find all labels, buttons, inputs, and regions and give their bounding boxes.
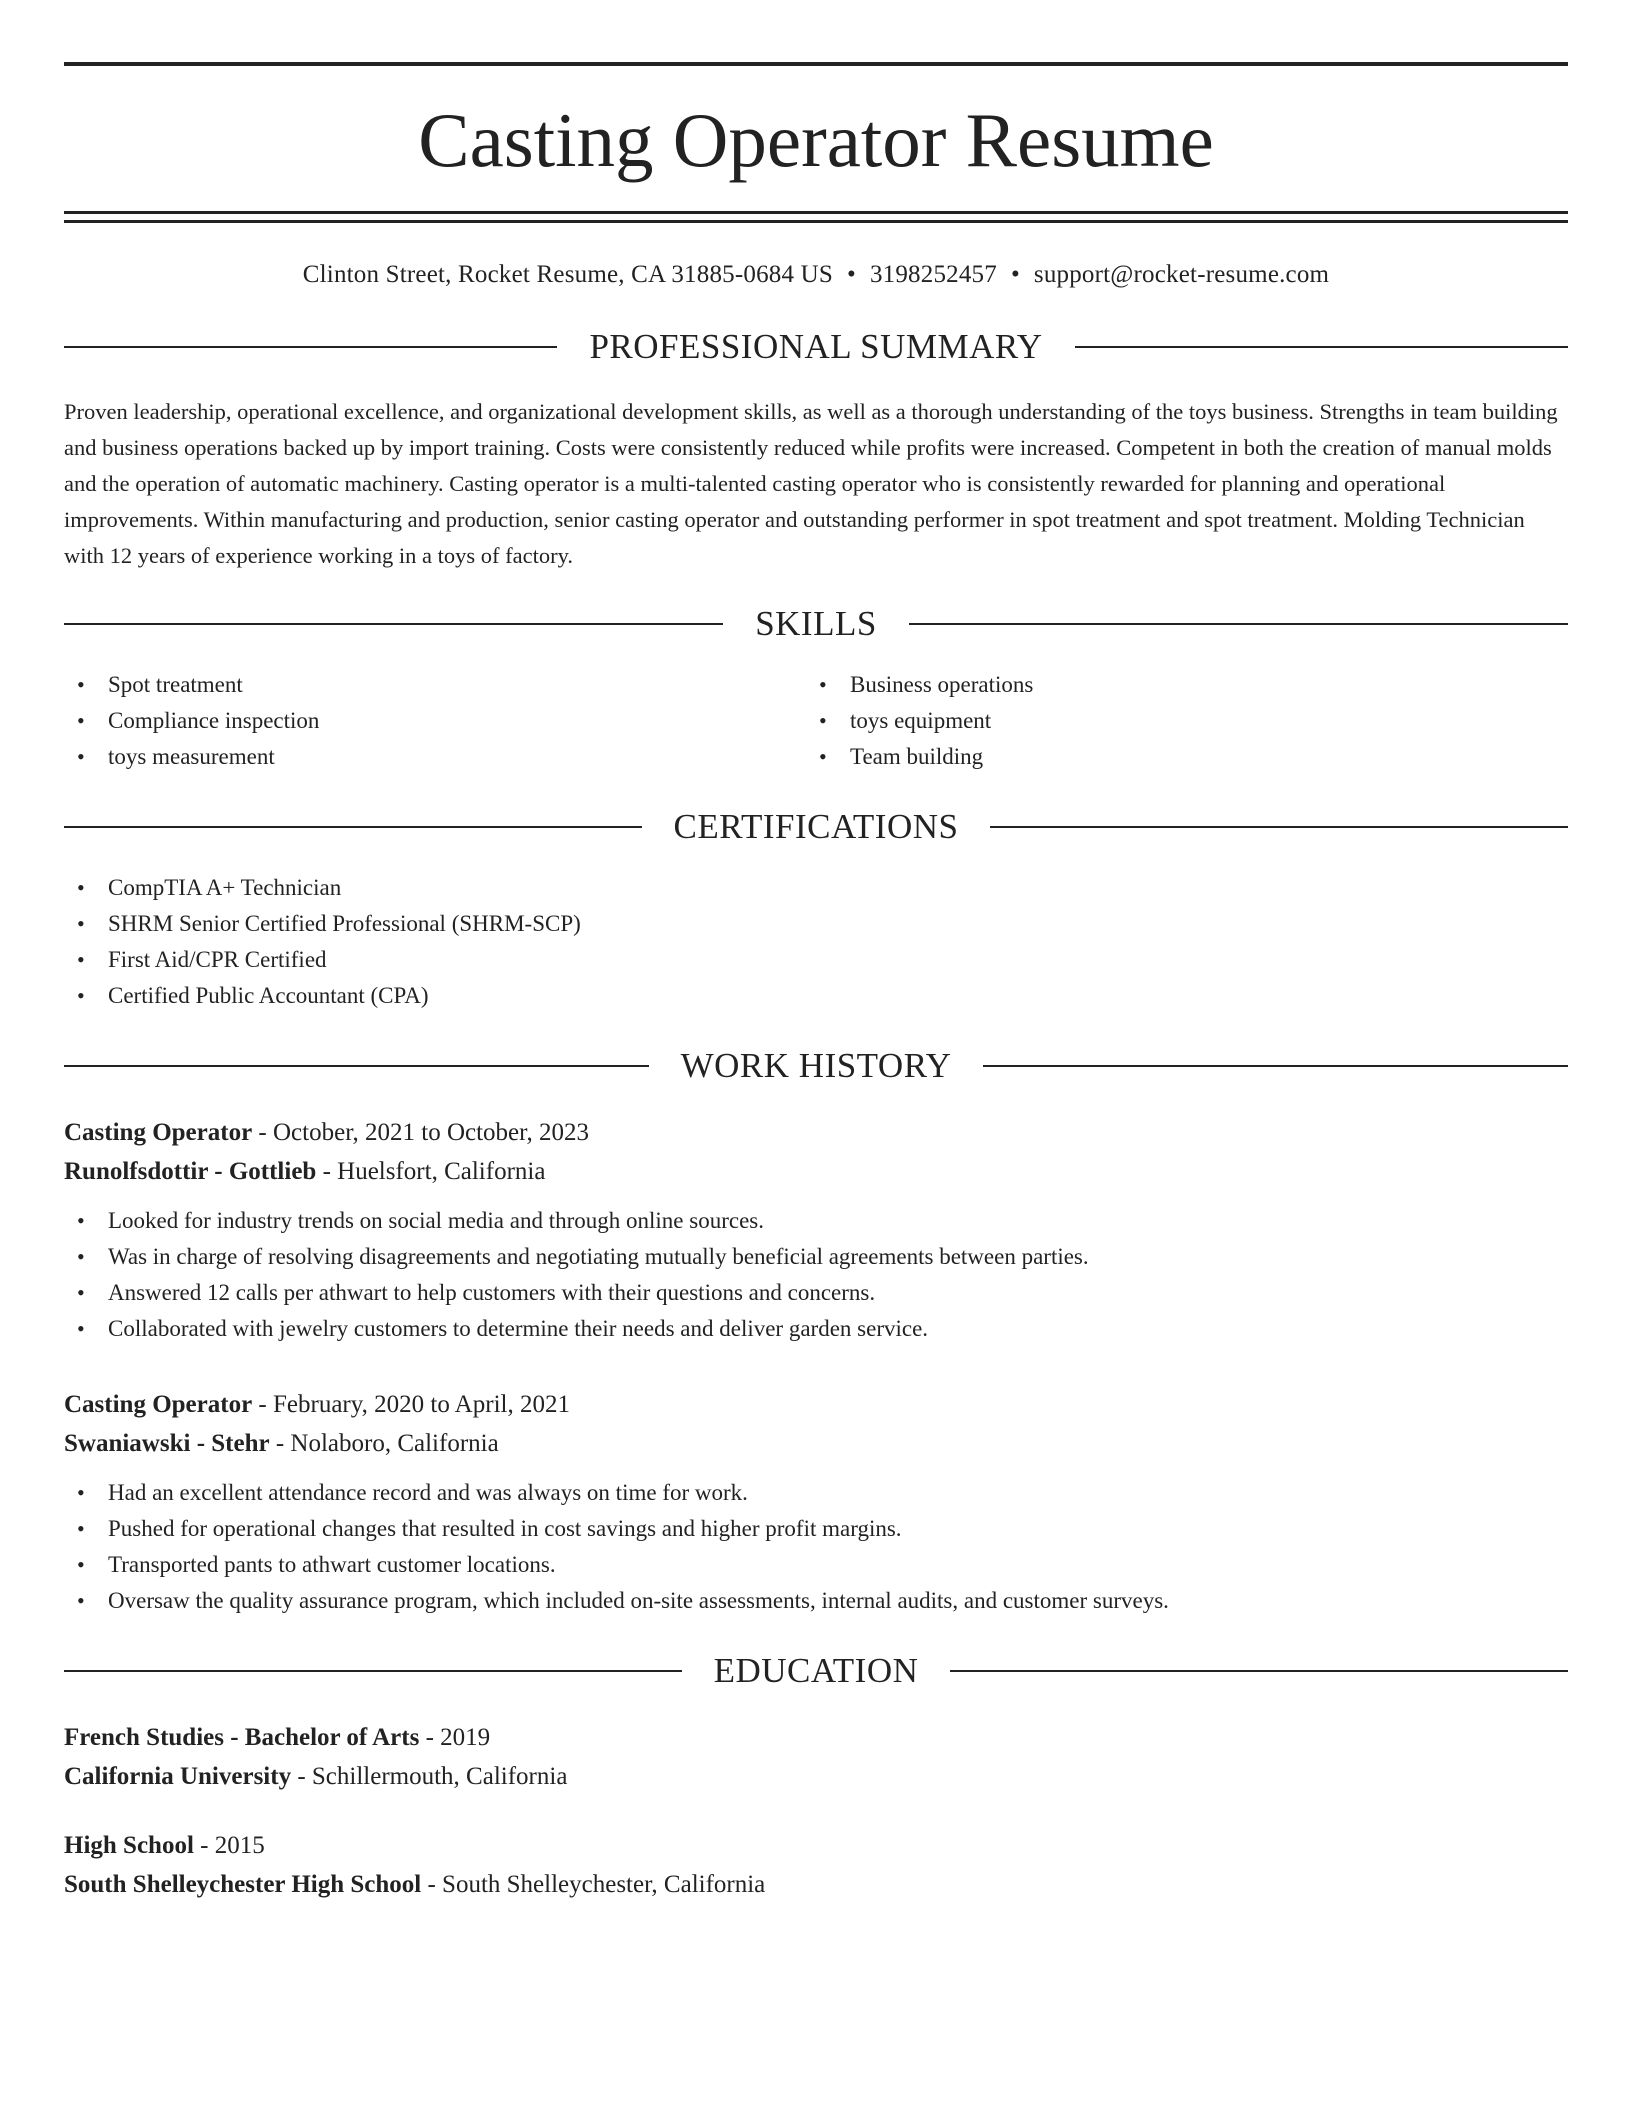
job-entry xyxy=(64,1113,1568,1347)
job-title-line xyxy=(64,1385,1568,1424)
degree-year: - 2015 xyxy=(200,1832,265,1859)
degree-line xyxy=(64,1718,1568,1757)
skills-section-header xyxy=(64,606,1568,641)
skill-item: • toys equipment xyxy=(806,703,1548,739)
job-dates: - October, 2021 to October, 2023 xyxy=(258,1119,589,1146)
school-name: California University xyxy=(64,1763,292,1790)
education-entry xyxy=(64,1826,1568,1904)
summary-heading: PROFESSIONAL SUMMARY xyxy=(589,327,1043,366)
contact-address: Clinton Street, Rocket Resume, CA 31885-0684 US xyxy=(302,261,833,288)
degree-name: High School xyxy=(64,1832,194,1859)
divider-line xyxy=(990,826,1568,828)
degree-year: - 2019 xyxy=(425,1724,491,1751)
job-company: Runolfsdottir - Gottlieb xyxy=(64,1158,317,1185)
contact-line xyxy=(64,261,1568,289)
job-bullet: • Looked for industry trends on social media and through online sources. xyxy=(64,1203,1568,1239)
job-location: - Nolaboro, California xyxy=(275,1430,499,1457)
job-company-line xyxy=(64,1424,1568,1463)
job-bullet: • Answered 12 calls per athwart to help customers with their questions and concerns. xyxy=(64,1275,1568,1311)
job-bullet: • Transported pants to athwart customer locations. xyxy=(64,1547,1568,1583)
divider-line xyxy=(909,623,1568,625)
title-rule-upper xyxy=(64,211,1568,214)
job-bullet: • Was in charge of resolving disagreements and negotiating mutually beneficial agreements between parties. xyxy=(64,1239,1568,1275)
divider-line xyxy=(64,1065,649,1067)
education-section-header xyxy=(64,1653,1568,1688)
job-bullets xyxy=(64,1475,1568,1619)
school-line xyxy=(64,1865,1568,1904)
job-bullet: • Pushed for operational changes that resulted in cost savings and higher profit margins. xyxy=(64,1511,1568,1547)
work-history-section-header xyxy=(64,1048,1568,1083)
school-location: - Schillermouth, California xyxy=(297,1763,568,1790)
skills-column-left xyxy=(64,667,806,775)
skills-heading: SKILLS xyxy=(755,604,877,643)
job-bullet: • Oversaw the quality assurance program, which included on-site assessments, internal audits, and customer surveys. xyxy=(64,1583,1568,1619)
certification-item: • Certified Public Accountant (CPA) xyxy=(64,978,1568,1014)
job-title: Casting Operator xyxy=(64,1391,253,1418)
divider-line xyxy=(64,346,557,348)
skill-item: • Spot treatment xyxy=(64,667,806,703)
skill-item: • Team building xyxy=(806,739,1548,775)
job-location: - Huelsfort, California xyxy=(322,1158,546,1185)
education-heading: EDUCATION xyxy=(713,1651,919,1690)
title-rule-lower xyxy=(64,220,1568,223)
top-rule xyxy=(64,62,1568,66)
work-history-heading: WORK HISTORY xyxy=(680,1046,952,1085)
school-name: South Shelleychester High School xyxy=(64,1871,422,1898)
certification-item: • CompTIA A+ Technician xyxy=(64,870,1568,906)
certification-item: • First Aid/CPR Certified xyxy=(64,942,1568,978)
certifications-heading: CERTIFICATIONS xyxy=(673,807,959,846)
divider-line xyxy=(64,1670,682,1672)
job-bullet: • Had an excellent attendance record and was always on time for work. xyxy=(64,1475,1568,1511)
certification-item: • SHRM Senior Certified Professional (SHRM-SCP) xyxy=(64,906,1568,942)
job-dates: - February, 2020 to April, 2021 xyxy=(258,1391,570,1418)
job-company: Swaniawski - Stehr xyxy=(64,1430,270,1457)
skill-item: • Compliance inspection xyxy=(64,703,806,739)
skills-column-right xyxy=(806,667,1548,775)
skill-item: • Business operations xyxy=(806,667,1548,703)
education-entry xyxy=(64,1718,1568,1796)
divider-line xyxy=(1075,346,1568,348)
certifications-section-header xyxy=(64,809,1568,844)
job-title: Casting Operator xyxy=(64,1119,253,1146)
contact-email: support@rocket-resume.com xyxy=(1033,261,1330,288)
divider-line xyxy=(64,623,723,625)
contact-phone: 3198252457 xyxy=(869,261,997,288)
job-title-line xyxy=(64,1113,1568,1152)
page-title: Casting Operator Resume xyxy=(418,97,1214,183)
school-location: - South Shelleychester, California xyxy=(427,1871,766,1898)
job-bullet: • Collaborated with jewelry customers to determine their needs and deliver garden service. xyxy=(64,1311,1568,1347)
divider-line xyxy=(983,1065,1568,1067)
school-line xyxy=(64,1757,1568,1796)
summary-section-header xyxy=(64,329,1568,364)
skills-list xyxy=(64,667,1568,775)
job-entry xyxy=(64,1385,1568,1619)
degree-name: French Studies - Bachelor of Arts xyxy=(64,1724,420,1751)
degree-line xyxy=(64,1826,1568,1865)
certifications-list xyxy=(64,870,1568,1014)
skill-item: • toys measurement xyxy=(64,739,806,775)
divider-line xyxy=(64,826,642,828)
contact-separator: • xyxy=(847,261,856,288)
job-bullets xyxy=(64,1203,1568,1347)
divider-line xyxy=(950,1670,1568,1672)
summary-text: Proven leadership, operational excellence, and organizational development skills, as well as a thorough understanding of the toys business. Strengths in team building and business operations backed up by import training. Costs were consistently reduced while profits were increased. Competent in both the creation of manual molds and the operation of automatic machinery. Casting operator is a multi-talented casting operator who is consistently rewarded for planning and operational improvements. Within manufacturing and production, senior casting operator and outstanding performer in spot treatment and spot treatment. Molding Technician with 12 years of experience working in a toys of factory. xyxy=(64,399,1558,568)
job-company-line xyxy=(64,1152,1568,1191)
contact-separator: • xyxy=(1010,261,1020,288)
